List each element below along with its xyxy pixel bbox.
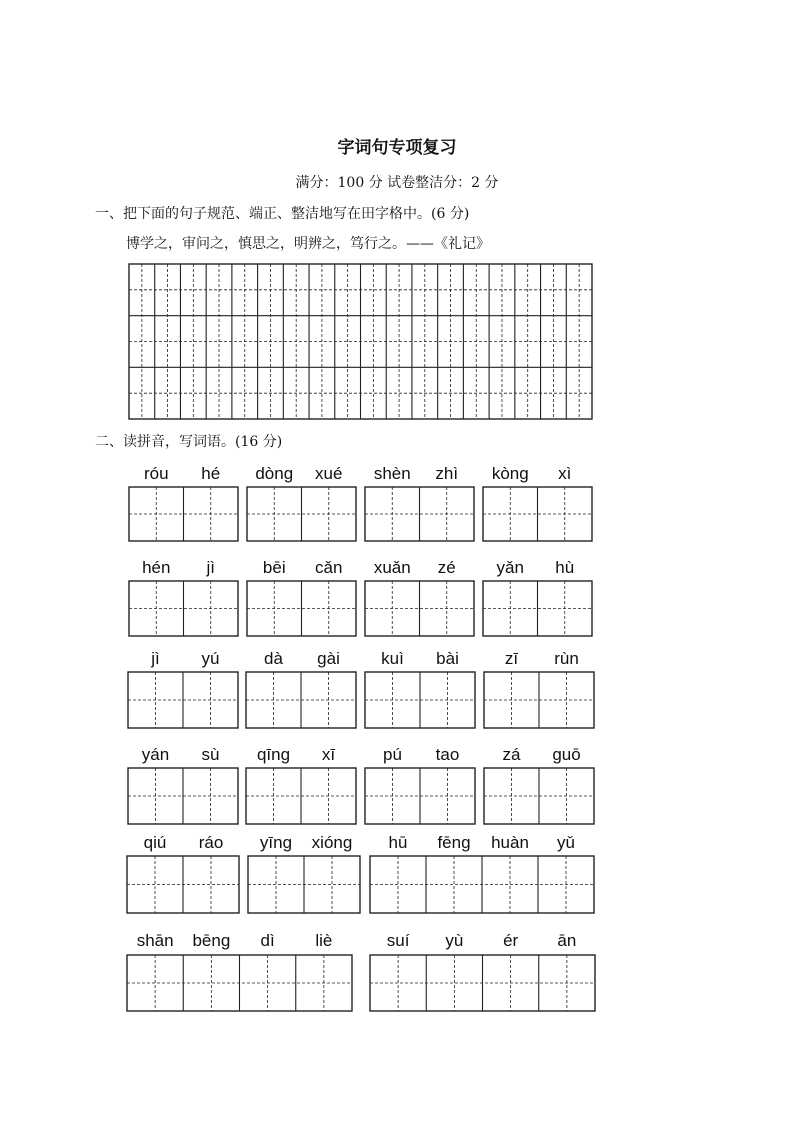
pinyin-syllable: qiú	[143, 833, 167, 852]
pinyin-syllable: tao	[435, 745, 460, 764]
pinyin-syllable: shān	[136, 931, 174, 950]
word-answer-box[interactable]	[128, 486, 239, 542]
pinyin-syllable: yán	[141, 745, 170, 764]
word-answer-box[interactable]	[364, 580, 475, 637]
word-answer-box[interactable]	[128, 580, 239, 637]
pinyin-syllable: bài	[436, 649, 459, 668]
word-answer-box[interactable]	[482, 486, 593, 542]
word-answer-box[interactable]	[247, 855, 361, 914]
word-answer-box[interactable]	[126, 855, 240, 914]
pinyin-syllable: kuì	[381, 649, 404, 668]
pinyin-syllable: ān	[557, 931, 577, 950]
pinyin-syllable: dì	[260, 931, 275, 950]
pinyin-syllable: gài	[317, 649, 340, 668]
pinyin-syllable: xióng	[311, 833, 353, 852]
word-answer-box[interactable]	[364, 767, 476, 825]
pinyin-syllable: zī	[504, 649, 519, 668]
pinyin-syllable: jì	[151, 649, 160, 668]
pinyin-syllable: yǔ	[557, 833, 575, 852]
pinyin-syllable: jì	[206, 558, 215, 577]
pinyin-syllable: xī	[321, 745, 336, 764]
word-answer-box[interactable]	[126, 954, 353, 1012]
pinyin-syllable: rùn	[554, 649, 579, 668]
section2-heading: 二、读拼音，写词语。(16 分)	[95, 434, 283, 450]
pinyin-syllable: bēi	[262, 558, 286, 577]
pinyin-syllable: hén	[142, 558, 171, 577]
pinyin-syllable: xuǎn	[373, 558, 411, 577]
pinyin-syllable: róu	[143, 464, 169, 483]
word-answer-box[interactable]	[364, 486, 475, 542]
word-answer-box[interactable]	[245, 671, 357, 729]
pinyin-syllable: dòng	[255, 464, 294, 483]
word-answer-box[interactable]	[482, 580, 593, 637]
word-answer-box[interactable]	[246, 486, 357, 542]
word-answer-box[interactable]	[483, 671, 595, 729]
pinyin-syllable: pú	[383, 745, 402, 764]
pinyin-syllable: yù	[445, 931, 464, 950]
pinyin-syllable: shèn	[373, 464, 411, 483]
writing-grid[interactable]	[128, 263, 592, 420]
pinyin-syllable: suí	[386, 931, 410, 950]
word-answer-box[interactable]	[369, 855, 595, 914]
pinyin-syllable: kòng	[491, 464, 529, 483]
pinyin-syllable: yú	[201, 649, 220, 668]
pinyin-syllable: qīng	[256, 745, 291, 764]
pinyin-syllable: zhì	[435, 464, 459, 483]
pinyin-syllable: zá	[502, 745, 521, 764]
word-answer-box[interactable]	[127, 767, 239, 825]
pinyin-syllable: cǎn	[315, 558, 343, 577]
pinyin-syllable: yīng	[259, 833, 293, 852]
pinyin-syllable: zé	[437, 558, 456, 577]
pinyin-syllable: ér	[503, 931, 519, 950]
pinyin-syllable: dà	[264, 649, 283, 668]
pinyin-syllable: liè	[315, 931, 333, 950]
word-answer-box[interactable]	[246, 580, 357, 637]
word-answer-box[interactable]	[245, 767, 357, 825]
word-answer-box[interactable]	[364, 671, 476, 729]
pinyin-syllable: guō	[552, 745, 581, 764]
copy-sentence: 博学之，审问之，慎思之，明辨之，笃行之。——《礼记》	[126, 236, 490, 252]
score-line: 满分：100 分 试卷整洁分：2 分	[295, 175, 499, 191]
pinyin-syllable: hù	[555, 558, 575, 577]
page-title: 字词句专项复习	[337, 138, 457, 158]
pinyin-syllable: huàn	[491, 833, 529, 852]
pinyin-syllable: xì	[558, 464, 572, 483]
word-answer-box[interactable]	[483, 767, 595, 825]
pinyin-syllable: yǎn	[496, 558, 524, 577]
pinyin-syllable: bēng	[192, 931, 231, 950]
word-answer-box[interactable]	[369, 954, 596, 1012]
section1-heading: 一、把下面的句子规范、端正、整洁地写在田字格中。(6 分)	[95, 206, 470, 222]
pinyin-syllable: sù	[201, 745, 220, 764]
pinyin-syllable: xué	[315, 464, 343, 483]
word-answer-box[interactable]	[127, 671, 239, 729]
pinyin-syllable: fēng	[437, 833, 471, 852]
pinyin-syllable: hū	[388, 833, 408, 852]
pinyin-syllable: ráo	[198, 833, 224, 852]
pinyin-syllable: hé	[201, 464, 221, 483]
